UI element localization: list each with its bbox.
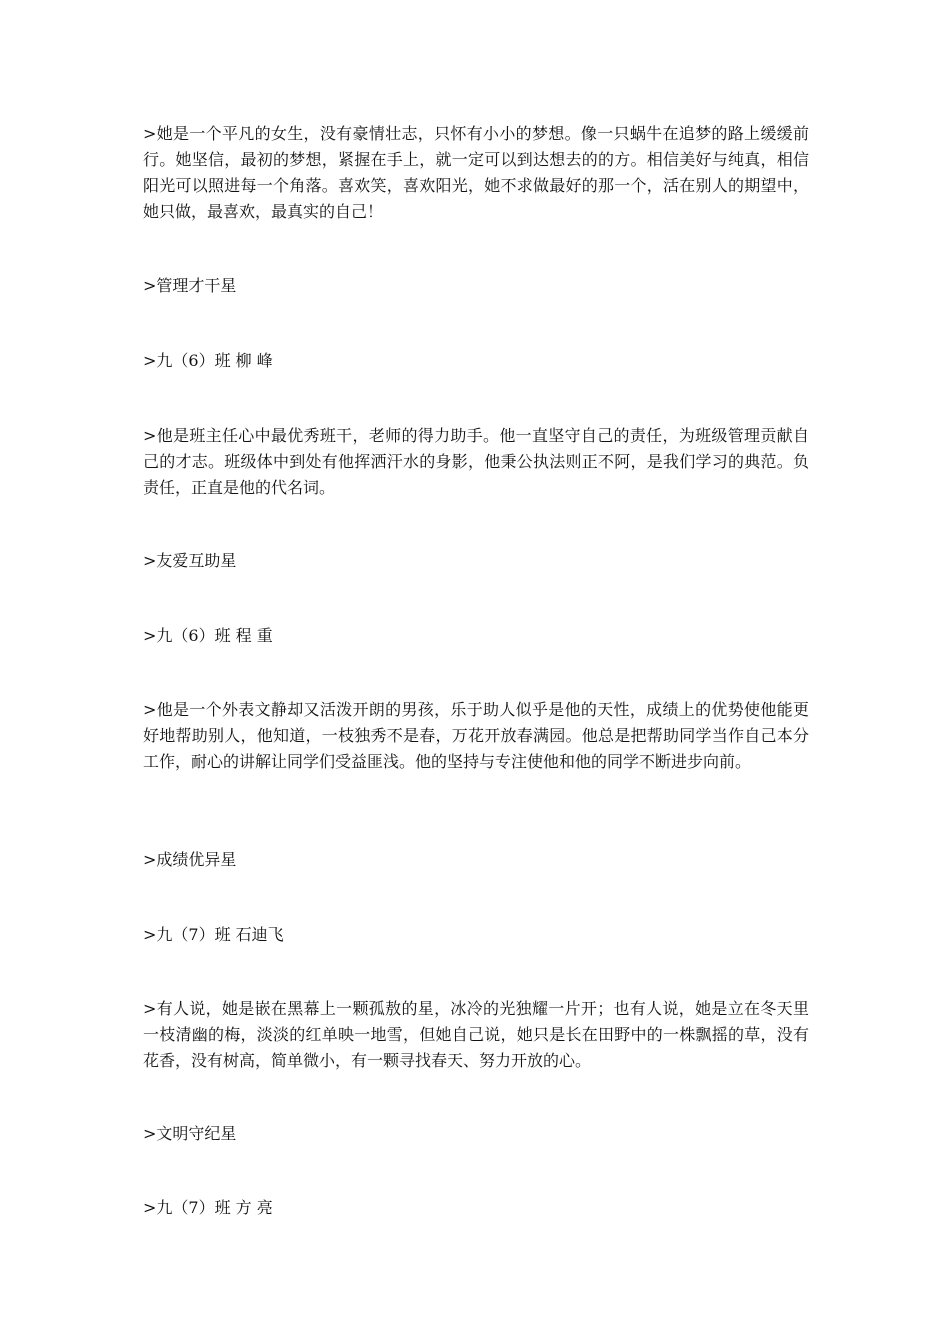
paragraph-intro: >她是一个平凡的女生，没有豪情壮志，只怀有小小的梦想。像一只蜗牛在追梦的路上缓缓前行。她坚信，最初的梦想，紧握在手上，就一定可以到达想去的的方。相信美好与纯真，相信阳光可以照进每一个角落。喜欢笑，喜欢阳光，她不求做最好的那一个，活在别人的期望中，她只做，最喜欢，最真实的自己！ <box>143 124 809 221</box>
student-name-liu-feng: >九（6）班 柳 峰 <box>143 351 273 370</box>
student-name-shi-difei: >九（7）班 石迪飞 <box>143 925 284 944</box>
award-title-helpful: >友爱互助星 <box>143 551 237 570</box>
paragraph-liu-feng: >他是班主任心中最优秀班干，老师的得力助手。他一直坚守自己的责任，为班级管理贡献自己的才志。班级体中到处有他挥洒汗水的身影，他秉公执法则正不阿，是我们学习的典范。负责任，正直是他的代名词。 <box>143 426 809 497</box>
award-title-excellent: >成绩优异星 <box>143 850 237 869</box>
student-name-cheng-zhong: >九（6）班 程 重 <box>143 626 273 645</box>
award-title-management: >管理才干星 <box>143 276 237 295</box>
paragraph-shi-difei: >有人说，她是嵌在黑幕上一颗孤敖的星，冰冷的光独耀一片开；也有人说，她是立在冬天里一枝清幽的梅，淡淡的红单映一地雪，但她自己说，她只是长在田野中的一株飘摇的草，没有花香，没有树高，简单微小，有一颗寻找春天、努力开放的心。 <box>143 999 809 1070</box>
student-name-fang-liang: >九（7）班 方 亮 <box>143 1198 273 1217</box>
paragraph-cheng-zhong: >他是一个外表文静却又活泼开朗的男孩，乐于助人似乎是他的天性，成绩上的优势使他能更好地帮助别人，他知道，一枝独秀不是春，万花开放春满园。他总是把帮助同学当作自己本分工作，耐心的讲解让同学们受益匪浅。他的坚持与专注使他和他的同学不断进步向前。 <box>143 700 809 771</box>
award-title-discipline: >文明守纪星 <box>143 1124 237 1143</box>
